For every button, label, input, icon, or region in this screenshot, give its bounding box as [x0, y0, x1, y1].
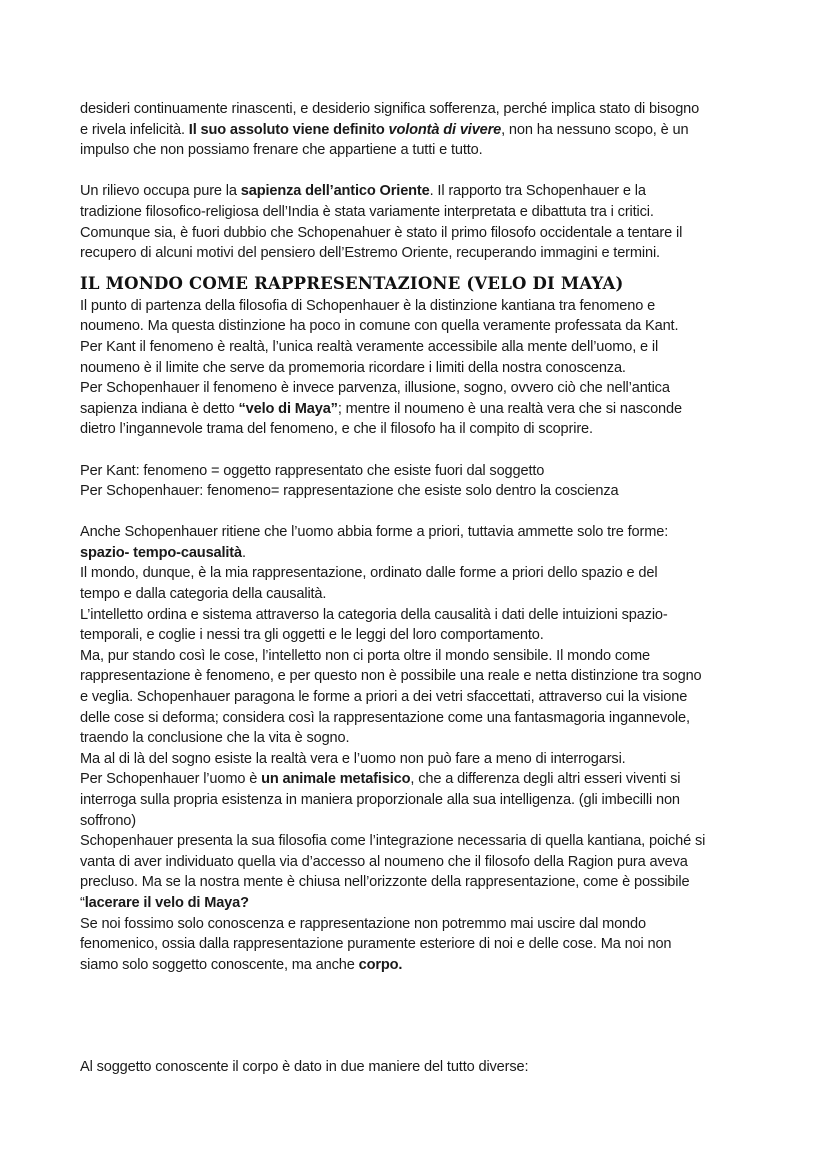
paragraph-fenomeno-noumeno: [80, 296, 752, 440]
text-line: interroga sulla propria esistenza in maniera proporzionale alla sua intelligenza. (gli imbecilli non: [80, 792, 680, 808]
text-line: Il mondo, dunque, è la mia rappresentazione, ordinato dalle forme a priori dello spazio e del: [80, 565, 658, 582]
text-line: [80, 769, 752, 790]
text-line: [80, 399, 752, 420]
paragraph-definitions: [80, 461, 752, 502]
text-line: [80, 893, 752, 914]
bold-term: un animale metafisico: [261, 771, 411, 788]
spacer: [80, 161, 752, 182]
text-line: noumeno è il limite che serve da promemoria ricordare i limiti della nostra conoscenza.: [80, 359, 626, 376]
paragraph-volonta: [80, 99, 752, 161]
text-line: desideri continuamente rinascenti, e desiderio significa sofferenza, perché implica stato di bisogno: [80, 101, 700, 117]
text-run: .: [241, 544, 246, 561]
paragraph-forme-a-priori: [80, 522, 752, 975]
text-line: Se noi fossimo solo conoscenza e rappresentazione non potremmo mai uscire dal mondo: [80, 915, 646, 932]
text-line: [80, 120, 752, 141]
text-line: rappresentazione è fenomeno, e per questo non è possibile una reale e netta distinzione tra sogno: [80, 668, 702, 685]
paragraph-oriente: [80, 181, 752, 263]
paragraph-corpo: [80, 1057, 752, 1078]
bold-italic-term: volontà di vivere: [388, 121, 502, 138]
text-run: siamo solo soggetto conoscente, ma anche: [80, 956, 359, 973]
bold-term: “velo di Maya”: [238, 400, 338, 417]
text-run: Un rilievo occupa pure la: [80, 183, 241, 200]
text-line: impulso che non possiamo frenare che appartiene a tutti e tutto.: [80, 142, 483, 159]
text-line: dietro l’ingannevole trama del fenomeno, e che il filosofo ha il compito di scoprire.: [80, 421, 593, 438]
bold-term: lacerare il velo di Maya?: [84, 894, 249, 911]
section-heading: IL MONDO COME RAPPRESENTAZIONE (VELO DI MAYA): [80, 273, 624, 293]
text-line: Per Schopenhauer il fenomeno è invece parvenza, illusione, sogno, ovvero ciò che nell’antica: [80, 380, 670, 397]
text-line: fenomenico, ossia dalla rappresentazione puramente esteriore di noi e delle cose. Ma noi non: [80, 936, 672, 953]
text-run: ; mentre il noumeno è una realtà vera che si nasconde: [337, 400, 682, 417]
text-line: delle cose si deforma; considera così la rappresentazione come una fantasmagoria ingannevole,: [80, 709, 690, 726]
text-line: noumeno. Ma questa distinzione ha poco in comune con quella veramente professata da Kant.: [80, 318, 679, 335]
text-line: Ma al di là del sogno esiste la realtà vera e l’uomo non può fare a meno di interrogarsi.: [80, 750, 626, 767]
text-line: Al soggetto conoscente il corpo è dato in due maniere del tutto diverse:: [80, 1059, 529, 1076]
text-line: traendo la conclusione che la vita è sogno.: [80, 730, 350, 747]
text-line: Ma, pur stando così le cose, l’intelletto non ci porta oltre il mondo sensibile. Il mondo come: [80, 647, 650, 664]
text-line: Per Schopenhauer: fenomeno= rappresentazione che esiste solo dentro la coscienza: [80, 483, 619, 500]
text-run: . Il rapporto tra Schopenhauer e la: [429, 183, 646, 200]
text-line: [80, 955, 752, 976]
text-run: e rivela infelicità.: [80, 121, 189, 138]
spacer: [80, 502, 752, 523]
text-line: Il punto di partenza della filosofia di Schopenhauer è la distinzione kantiana tra fenomeno e: [80, 297, 656, 314]
text-line: Schopenhauer presenta la sua filosofia come l’integrazione necessaria di quella kantiana, poiché si: [80, 833, 706, 850]
text-line: Per Kant: fenomeno = oggetto rappresentato che esiste fuori dal soggetto: [80, 462, 545, 479]
text-run: , non ha nessuno scopo, è un: [501, 121, 689, 138]
text-line: e veglia. Schopenhauer paragona le forme a priori a dei vetri sfaccettati, attraverso cui la visione: [80, 689, 688, 706]
text-line: precluso. Ma se la nostra mente è chiusa nell’orizzonte della rappresentazione, come è possibile: [80, 874, 690, 891]
text-line: L’intelletto ordina e sistema attraverso la categoria della causalità i dati delle intuizioni spazio-: [80, 606, 668, 623]
bold-term: corpo.: [358, 956, 403, 973]
text-run: “: [80, 894, 85, 911]
text-line: Comunque sia, è fuori dubbio che Schopenahuer è stato il primo filosofo occidentale a tentare il: [80, 224, 683, 241]
bold-text: Il suo assoluto viene definito: [188, 121, 389, 138]
text-line: [80, 181, 752, 202]
text-line: recupero di alcuni motivi del pensiero dell’Estremo Oriente, recuperando immagini e termini.: [80, 245, 660, 262]
text-line: temporali, e coglie i nessi tra gli oggetti e le leggi del loro comportamento.: [80, 627, 544, 644]
text-line: Per Kant il fenomeno è realtà, l’unica realtà veramente accessibile alla mente dell’uomo, e il: [80, 338, 659, 355]
text-line: tempo e dalla categoria della causalità.: [80, 586, 327, 603]
text-run: , che a differenza degli altri esseri viventi si: [410, 771, 681, 788]
text-run: Per Schopenhauer l’uomo è: [80, 771, 262, 788]
spacer: [80, 975, 752, 1057]
text-line: tradizione filosofico-religiosa dell’India è stata variamente interpretata e dibattuta tra i critici.: [80, 203, 654, 220]
text-line: soffrono): [80, 812, 136, 829]
bold-term: sapienza dell’antico Oriente: [240, 183, 430, 200]
text-line: vanta di aver individuato quella via d’accesso al noumeno che il filosofo della Ragion pura aveva: [80, 853, 688, 870]
bold-term: spazio- tempo-causalità: [80, 544, 242, 561]
text-run: sapienza indiana è detto: [80, 400, 239, 417]
spacer: [80, 440, 752, 461]
document-page: [80, 99, 752, 1078]
text-line: Anche Schopenhauer ritiene che l’uomo abbia forme a priori, tuttavia ammette solo tre forme:: [80, 524, 669, 541]
text-line: [80, 543, 752, 564]
